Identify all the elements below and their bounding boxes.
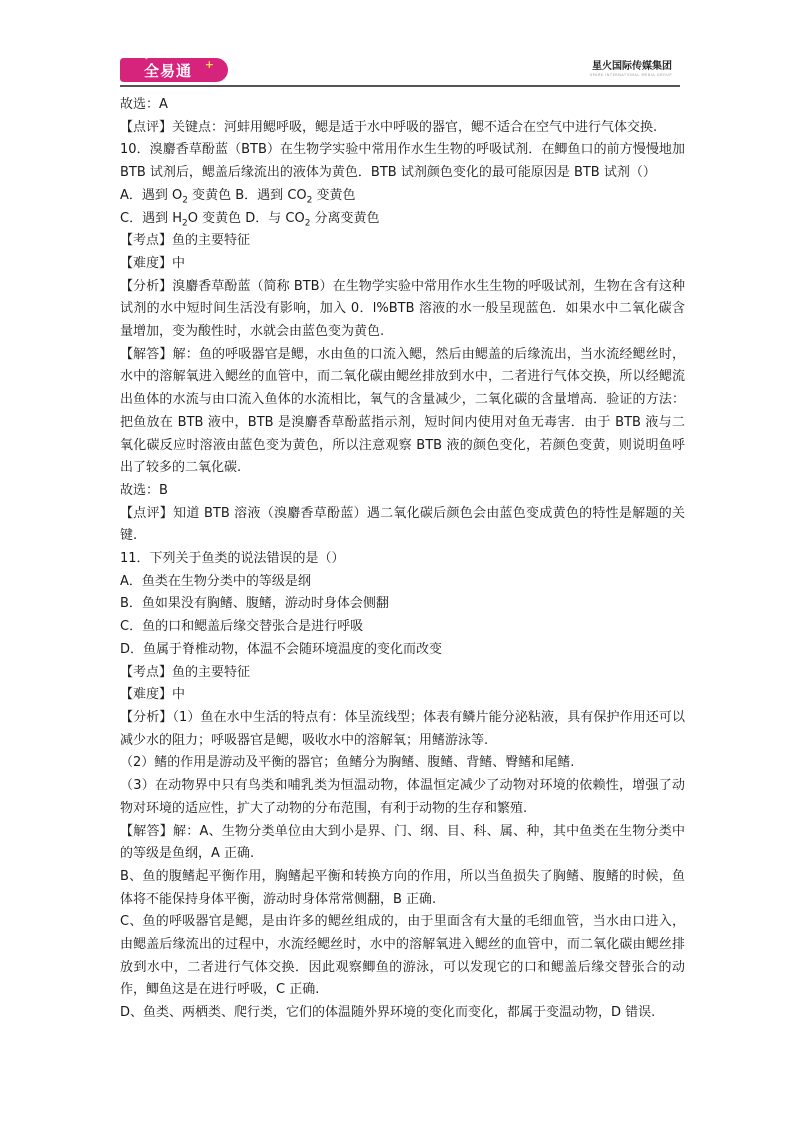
text-line: 10．溴麝香草酚蓝（BTB）在生物学实验中常用作水生生物的呼吸试剂．在鲫鱼口的前方慢慢地加 BTB 试剂后，鳃盖后缘流出的液体为黄色．BTB 试剂颜色变化的最可能原因是 BTB 试剂（） [120, 142, 685, 181]
subscript: 2 [304, 218, 311, 229]
text-line: 【难度】中 [120, 687, 186, 703]
option-text: O 变黄色 D．与 CO [187, 210, 305, 226]
text-line: 【分析】溴麝香草酚蓝（简称 BTB）在生物学实验中常用作水生生物的呼吸试剂，生物在含有这种试剂的水中短时间生活没有影响，加入 0．l%BTB 溶液的水一般呈现蓝色．如果水中二氧化碳含量增加，变为酸性时，水就会由蓝色变为黄色. [120, 278, 685, 340]
header-divider [120, 85, 680, 87]
text-line: B、鱼的腹鳍起平衡作用，胸鳍起平衡和转换方向的作用，所以当鱼损失了胸鳍、腹鳍的时候，鱼体将不能保持身体平衡，游动时身体常常侧翻，B 正确. [120, 868, 685, 907]
text-line: 【解答】解：鱼的呼吸器官是鳃，水由鱼的口流入鳃，然后由鳃盖的后缘流出，当水流经鳃丝时，水中的溶解氧进入鳃丝的血管中，而二氧化碳由鳃丝排放到水中，二者进行气体交换，所以经鳃流出鱼体的水流与由口流入鱼体的水流相比，氧气的含量减少，二氧化碳的含量增高．验证的方法：把鱼放在 BTB 液中，BTB 是溴麝香草酚蓝指示剂，短时间内使用对鱼无毒害．由于 BTB 液与二氧化碳反应时溶液由蓝色变为黄色，所以注意观察 BTB 液的颜色变化，若颜色变黄，则说明鱼呼出了较多的二氧化碳. [120, 346, 685, 476]
text-line: D、鱼类、两栖类、爬行类，它们的体温随外界环境的变化而变化，都属于变温动物，D 错误. [120, 1005, 656, 1021]
text-line: 【难度】中 [120, 255, 186, 271]
text-line: C．鱼的口和鳃盖后缘交替张合是进行呼吸 [120, 619, 364, 635]
brand-name: 星火国际传媒集团 [592, 61, 672, 72]
text-line: （3）在动物界中只有鸟类和哺乳类为恒温动物，体温恒定减少了动物对环境的依赖性，增强了动物对环境的适应性，扩大了动物的分布范围，有利于动物的生存和繁殖. [120, 778, 685, 816]
option-text: C．遇到 H [120, 210, 182, 226]
text-line: 【解答】解：A、生物分类单位由大到小是界、门、纲、目、科、属、种，其中鱼类在生物分类中的等级是鱼纲，A 正确. [120, 823, 685, 862]
text-line: 【点评】关键点：河蚌用鳃呼吸，鳃是适于水中呼吸的器官，鳃不适合在空气中进行气体交换. [120, 119, 658, 135]
document-body [120, 94, 685, 1025]
text-line: C、鱼的呼吸器官是鳃，是由许多的鳃丝组成的，由于里面含有大量的毛细血管，当水由口进入，由鳃盖后缘流出的过程中，水流经鳃丝时，水中的溶解氧进入鳃丝的血管中，而二氧化碳由鳃丝排放到水中，二者进行气体交换．因此观察鲫鱼的游泳，可以发现它的口和鳃盖后缘交替张合的动作，鲫鱼这是在进行呼吸，C 正确. [120, 914, 685, 998]
brand [590, 61, 672, 78]
page-header [0, 0, 800, 86]
subscript: 2 [182, 218, 188, 229]
option-text: 分离变黄色 [310, 210, 380, 226]
brand-subtitle: SPARK INTERNATIONAL MEDIA GROUP [589, 73, 672, 77]
option-text: 变黄色 B．遇到 CO [188, 187, 307, 203]
text-line: B．鱼如果没有胸鳍、腹鳍，游动时身体会侧翻 [120, 596, 389, 612]
text-line: 【点评】知道 BTB 溶液（溴麝香草酚蓝）遇二氧化碳后颜色会由蓝色变成黄色的特性是解题的关键. [120, 505, 685, 544]
text-line: 故选：B [120, 482, 168, 498]
option-line [120, 185, 685, 208]
text-line: D．鱼属于脊椎动物，体温不会随环境温度的变化而改变 [120, 641, 443, 657]
text-line: A．鱼类在生物分类中的等级是纲 [120, 573, 311, 589]
option-text: A．遇到 O [120, 187, 183, 203]
text-line: 【考点】鱼的主要特征 [120, 233, 251, 249]
text-line: 【考点】鱼的主要特征 [120, 664, 251, 680]
text-line: （2）鳍的作用是游动及平衡的器官；鱼鳍分为胸鳍、腹鳍、背鳍、臀鳍和尾鳍. [120, 755, 575, 771]
option-line [120, 208, 685, 231]
text-line: 故选：A [120, 97, 168, 112]
subscript: 2 [182, 195, 188, 206]
logo [120, 58, 228, 82]
logo-plus-icon: + [204, 58, 214, 71]
option-text: 变黄色 [312, 187, 356, 203]
text-line: 【分析】（1）鱼在水中生活的特点有：体呈流线型；体表有鳞片能分泌粘液，具有保护作用还可以减少水的阻力；呼吸器官是鳃，吸收水中的溶解氧；用鳍游泳等. [120, 709, 685, 748]
text-line: 11．下列关于鱼类的说法错误的是（） [120, 551, 345, 567]
logo-text: 全易通 [144, 62, 193, 80]
subscript: 2 [306, 195, 313, 206]
